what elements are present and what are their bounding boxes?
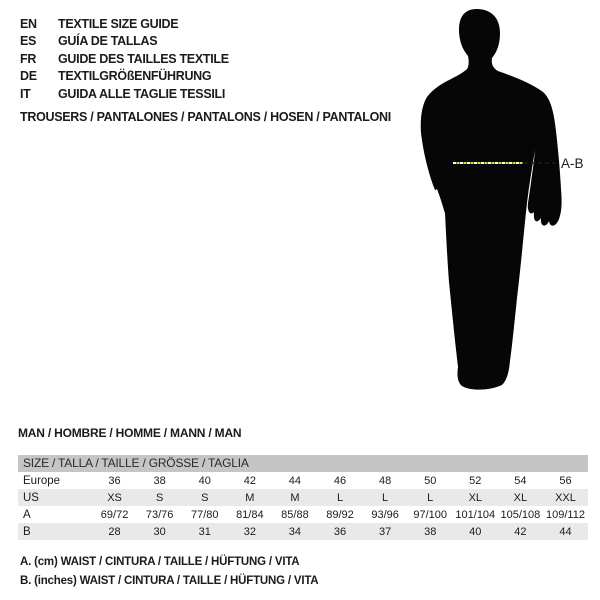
man-silhouette-figure <box>400 0 600 430</box>
size-cell: L <box>427 491 434 504</box>
language-label: GUIDE DES TAILLES TEXTILE <box>58 51 229 66</box>
size-cell: 85/88 <box>281 508 309 521</box>
language-label: TEXTILE SIZE GUIDE <box>58 16 179 31</box>
size-cell: 31 <box>198 525 211 538</box>
size-cell: XS <box>107 491 122 504</box>
size-cell: 42 <box>243 474 256 487</box>
size-cell: 37 <box>378 525 392 538</box>
size-cell: M <box>245 491 255 504</box>
language-code: FR <box>20 51 37 66</box>
size-cell: 81/84 <box>236 508 264 521</box>
size-cell: 101/104 <box>455 508 496 521</box>
size-cell: 56 <box>559 474 572 487</box>
table-row-us <box>18 489 588 506</box>
size-cell: L <box>382 491 389 504</box>
size-cell: 40 <box>198 474 211 487</box>
language-row-en <box>20 15 229 33</box>
size-cell: XXL <box>555 491 576 504</box>
size-cell: 48 <box>378 474 392 487</box>
size-cell: S <box>201 491 209 504</box>
language-code: DE <box>20 69 37 84</box>
size-cell: 36 <box>333 525 347 538</box>
language-row-it <box>20 85 229 103</box>
man-silhouette-shape <box>421 9 562 390</box>
size-cell: 34 <box>288 525 302 538</box>
size-cell: 97/100 <box>413 508 448 521</box>
size-cell: 32 <box>243 525 256 538</box>
size-cell: 77/80 <box>190 508 219 521</box>
size-table <box>18 455 588 540</box>
size-cell: 46 <box>333 474 347 487</box>
size-cell: 89/92 <box>326 508 354 521</box>
measure-label: A-B <box>561 156 584 171</box>
measurement-notes <box>20 553 318 591</box>
size-cell: 38 <box>153 474 166 487</box>
size-cell: 38 <box>424 525 437 538</box>
size-table-header: SIZE / TALLA / TAILLE / GRÖSSE / TAGLIA <box>18 455 588 472</box>
size-cell: 28 <box>108 525 121 538</box>
size-cell: 105/108 <box>500 508 541 521</box>
language-row-fr <box>20 50 229 68</box>
size-cell: 44 <box>288 474 302 487</box>
language-row-es <box>20 33 229 51</box>
size-cell: 44 <box>559 525 572 538</box>
size-cell: 52 <box>469 474 482 487</box>
note-a-cm: A. (cm) WAIST / CINTURA / TAILLE / HÜFTUNG / VITA <box>20 556 300 568</box>
row-label: US <box>23 491 39 504</box>
language-code: IT <box>20 86 31 101</box>
size-cell: L <box>336 491 344 504</box>
language-list <box>20 15 229 103</box>
size-cell: 40 <box>469 525 482 538</box>
size-cell: 54 <box>514 474 527 487</box>
size-cell: 109/112 <box>546 508 585 521</box>
size-cell: 73/76 <box>145 508 174 521</box>
garment-type-title: TROUSERS / PANTALONES / PANTALONS / HOSEN / PANTALONI <box>20 110 391 124</box>
size-cell: 93/96 <box>371 508 399 521</box>
size-cell: 30 <box>153 525 166 538</box>
gender-section-title: MAN / HOMBRE / HOMME / MANN / MAN <box>18 426 242 440</box>
table-row-europe <box>18 472 588 489</box>
size-cell: 42 <box>514 525 527 538</box>
row-label: B <box>23 525 31 538</box>
size-cell: 50 <box>424 474 437 487</box>
language-code: ES <box>20 34 37 49</box>
size-cell: 36 <box>108 474 121 487</box>
table-row-a-cm <box>18 506 588 523</box>
language-code: EN <box>20 16 37 31</box>
size-cell: 69/72 <box>100 508 129 521</box>
size-cell: XL <box>468 491 483 504</box>
size-cell: XL <box>513 491 528 504</box>
note-b-inches: B. (inches) WAIST / CINTURA / TAILLE / HÜFTUNG / VITA <box>20 575 319 587</box>
size-cell: M <box>290 491 300 504</box>
language-label: TEXTILGRÖßENFÜHRUNG <box>58 69 212 84</box>
language-label: GUÍA DE TALLAS <box>58 34 158 49</box>
row-label: Europe <box>23 474 61 487</box>
size-cell: S <box>155 491 164 504</box>
language-row-de <box>20 68 229 86</box>
table-row-b-inches <box>18 523 588 540</box>
row-label: A <box>23 508 31 521</box>
language-label: GUIDA ALLE TAGLIE TESSILI <box>58 86 226 101</box>
